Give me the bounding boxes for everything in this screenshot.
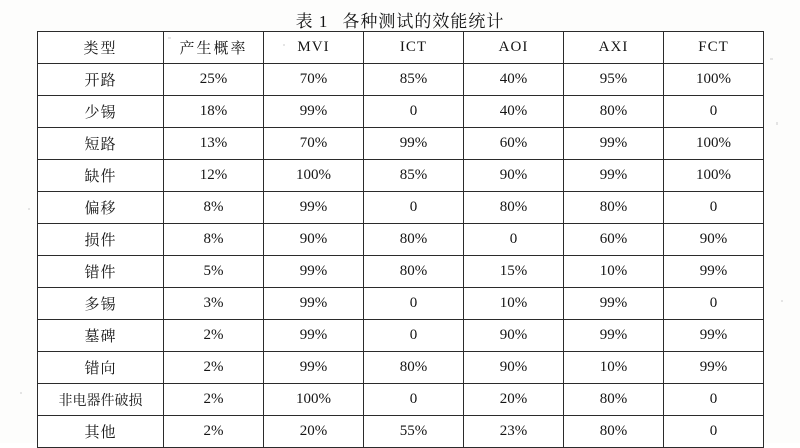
cell-probability: 2% xyxy=(164,352,264,384)
cell-probability: 8% xyxy=(164,224,264,256)
cell-probability: 8% xyxy=(164,192,264,224)
table-row xyxy=(38,288,764,320)
column-header-fct: FCT xyxy=(664,32,764,64)
cell-axi: 99% xyxy=(564,128,664,160)
column-header-ict: ICT xyxy=(364,32,464,64)
table-body xyxy=(38,64,764,448)
row-label: 缺件 xyxy=(38,160,164,192)
cell-fct: 0 xyxy=(664,96,764,128)
row-label: 多锡 xyxy=(38,288,164,320)
table-caption-number: 表 1 xyxy=(295,12,329,31)
cell-ict: 85% xyxy=(364,160,464,192)
cell-aoi: 0 xyxy=(464,224,564,256)
cell-mvi: 99% xyxy=(264,352,364,384)
cell-ict: 85% xyxy=(364,64,464,96)
cell-aoi: 20% xyxy=(464,384,564,416)
cell-aoi: 60% xyxy=(464,128,564,160)
cell-probability: 2% xyxy=(164,416,264,448)
row-label: 开路 xyxy=(38,64,164,96)
row-label: 短路 xyxy=(38,128,164,160)
cell-aoi: 40% xyxy=(464,64,564,96)
cell-ict: 0 xyxy=(364,288,464,320)
cell-probability: 25% xyxy=(164,64,264,96)
cell-aoi: 90% xyxy=(464,320,564,352)
cell-probability: 12% xyxy=(164,160,264,192)
cell-aoi: 23% xyxy=(464,416,564,448)
row-label: 少锡 xyxy=(38,96,164,128)
row-label: 错件 xyxy=(38,256,164,288)
cell-aoi: 10% xyxy=(464,288,564,320)
cell-axi: 80% xyxy=(564,192,664,224)
cell-axi: 80% xyxy=(564,96,664,128)
cell-probability: 3% xyxy=(164,288,264,320)
cell-probability: 5% xyxy=(164,256,264,288)
cell-aoi: 90% xyxy=(464,352,564,384)
cell-mvi: 99% xyxy=(264,288,364,320)
cell-axi: 10% xyxy=(564,352,664,384)
cell-fct: 0 xyxy=(664,192,764,224)
cell-ict: 80% xyxy=(364,256,464,288)
table-row xyxy=(38,160,764,192)
cell-axi: 80% xyxy=(564,416,664,448)
row-label: 其他 xyxy=(38,416,164,448)
cell-fct: 100% xyxy=(664,64,764,96)
cell-axi: 10% xyxy=(564,256,664,288)
table-row xyxy=(38,352,764,384)
table-row xyxy=(38,256,764,288)
cell-ict: 80% xyxy=(364,224,464,256)
scan-speck xyxy=(28,208,30,210)
cell-probability: 2% xyxy=(164,384,264,416)
cell-aoi: 15% xyxy=(464,256,564,288)
cell-ict: 80% xyxy=(364,352,464,384)
cell-fct: 0 xyxy=(664,288,764,320)
column-header-aoi: AOI xyxy=(464,32,564,64)
cell-axi: 99% xyxy=(564,160,664,192)
cell-mvi: 70% xyxy=(264,64,364,96)
cell-fct: 0 xyxy=(664,416,764,448)
table-row xyxy=(38,96,764,128)
row-label: 损件 xyxy=(38,224,164,256)
cell-mvi: 90% xyxy=(264,224,364,256)
cell-aoi: 90% xyxy=(464,160,564,192)
cell-mvi: 100% xyxy=(264,384,364,416)
cell-axi: 95% xyxy=(564,64,664,96)
cell-fct: 99% xyxy=(664,352,764,384)
cell-mvi: 100% xyxy=(264,160,364,192)
cell-mvi: 99% xyxy=(264,192,364,224)
scan-speck xyxy=(781,300,783,302)
table-row xyxy=(38,192,764,224)
column-header-probability: 产生概率 xyxy=(164,32,264,64)
scan-speck xyxy=(770,58,773,60)
scan-speck xyxy=(20,392,22,394)
cell-ict: 55% xyxy=(364,416,464,448)
cell-mvi: 70% xyxy=(264,128,364,160)
cell-ict: 0 xyxy=(364,384,464,416)
cell-ict: 0 xyxy=(364,192,464,224)
cell-probability: 2% xyxy=(164,320,264,352)
cell-ict: 0 xyxy=(364,96,464,128)
efficiency-stats-table xyxy=(37,31,764,448)
cell-fct: 90% xyxy=(664,224,764,256)
table-header-row xyxy=(38,32,764,64)
cell-axi: 80% xyxy=(564,384,664,416)
cell-fct: 99% xyxy=(664,256,764,288)
row-label: 非电器件破损 xyxy=(38,384,164,416)
cell-axi: 99% xyxy=(564,288,664,320)
cell-ict: 99% xyxy=(364,128,464,160)
cell-fct: 0 xyxy=(664,384,764,416)
cell-mvi: 99% xyxy=(264,320,364,352)
cell-mvi: 99% xyxy=(264,96,364,128)
column-header-axi: AXI xyxy=(564,32,664,64)
column-header-mvi: MVI xyxy=(264,32,364,64)
scan-speck xyxy=(776,122,778,125)
row-label: 错向 xyxy=(38,352,164,384)
cell-probability: 18% xyxy=(164,96,264,128)
cell-aoi: 80% xyxy=(464,192,564,224)
table-container xyxy=(37,31,763,448)
cell-mvi: 99% xyxy=(264,256,364,288)
table-row xyxy=(38,128,764,160)
cell-fct: 100% xyxy=(664,160,764,192)
table-row xyxy=(38,64,764,96)
table-head xyxy=(38,32,764,64)
row-label: 偏移 xyxy=(38,192,164,224)
cell-probability: 13% xyxy=(164,128,264,160)
table-caption-title: 各种测试的效能统计 xyxy=(342,12,505,31)
cell-axi: 60% xyxy=(564,224,664,256)
cell-aoi: 40% xyxy=(464,96,564,128)
cell-ict: 0 xyxy=(364,320,464,352)
cell-axi: 99% xyxy=(564,320,664,352)
cell-fct: 100% xyxy=(664,128,764,160)
table-row xyxy=(38,384,764,416)
row-label: 墓碑 xyxy=(38,320,164,352)
table-row xyxy=(38,224,764,256)
cell-fct: 99% xyxy=(664,320,764,352)
table-row xyxy=(38,320,764,352)
cell-mvi: 20% xyxy=(264,416,364,448)
column-header-type: 类型 xyxy=(38,32,164,64)
